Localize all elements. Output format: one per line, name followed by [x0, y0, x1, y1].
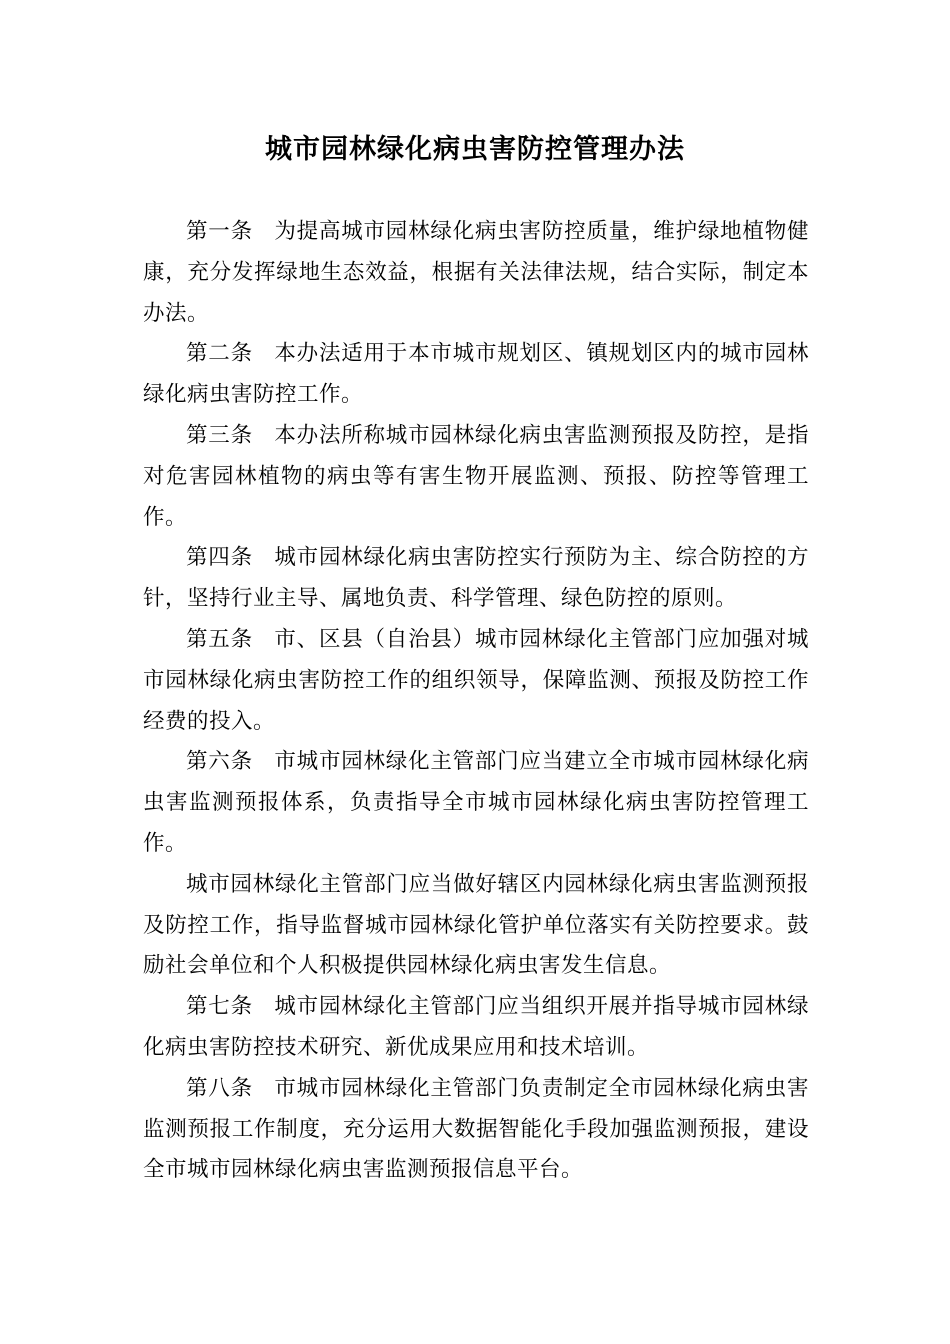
- article-6-paragraph-2: [143, 865, 809, 987]
- article-1: [143, 212, 809, 334]
- article-text: 城市园林绿化病虫害防控实行预防为主、综合防控的方针，坚持行业主导、属地负责、科学管理、绿色防控的原则。: [143, 545, 809, 612]
- article-5: [143, 620, 809, 742]
- document-title: 城市园林绿化病虫害防控管理办法: [265, 134, 685, 165]
- article-4: [143, 538, 809, 620]
- article-number: 第六条: [186, 749, 253, 775]
- article-text: 本办法适用于本市城市规划区、镇规划区内的城市园林绿化病虫害防控工作。: [143, 341, 809, 408]
- article-number: 第五条: [186, 626, 253, 652]
- article-text: 为提高城市园林绿化病虫害防控质量，维护绿地植物健康，充分发挥绿地生态效益，根据有关法律法规，结合实际，制定本办法。: [143, 219, 809, 326]
- article-number: 第八条: [186, 1075, 253, 1101]
- article-number: 第四条: [186, 545, 253, 571]
- article-number: 第三条: [186, 422, 253, 448]
- article-text: 本办法所称城市园林绿化病虫害监测预报及防控，是指对危害园林植物的病虫等有害生物开展监测、预报、防控等管理工作。: [143, 422, 809, 530]
- article-8: [143, 1069, 809, 1191]
- article-text: 市、区县（自治县）城市园林绿化主管部门应加强对城市园林绿化病虫害防控工作的组织领导，保障监测、预报及防控工作经费的投入。: [143, 626, 809, 734]
- article-7: [143, 987, 809, 1069]
- article-6: [143, 742, 809, 864]
- article-number: 第二条: [186, 341, 253, 367]
- article-text: 市城市园林绿化主管部门应当建立全市城市园林绿化病虫害监测预报体系，负责指导全市城市园林绿化病虫害防控管理工作。: [143, 749, 809, 856]
- article-2: [143, 334, 809, 416]
- document-body: [143, 212, 809, 1191]
- article-text: 城市园林绿化主管部门应当组织开展并指导城市园林绿化病虫害防控技术研究、新优成果应用和技术培训。: [143, 994, 809, 1060]
- article-text: 城市园林绿化主管部门应当做好辖区内园林绿化病虫害监测预报及防控工作，指导监督城市园林绿化管护单位落实有关防控要求。鼓励社会单位和个人积极提供园林绿化病虫害发生信息。: [143, 871, 809, 979]
- article-number: 第一条: [186, 219, 253, 244]
- article-3: [143, 416, 809, 538]
- article-number: 第七条: [186, 994, 253, 1020]
- article-text: 市城市园林绿化主管部门负责制定全市园林绿化病虫害监测预报工作制度，充分运用大数据智能化手段加强监测预报，建设全市城市园林绿化病虫害监测预报信息平台。: [143, 1075, 809, 1183]
